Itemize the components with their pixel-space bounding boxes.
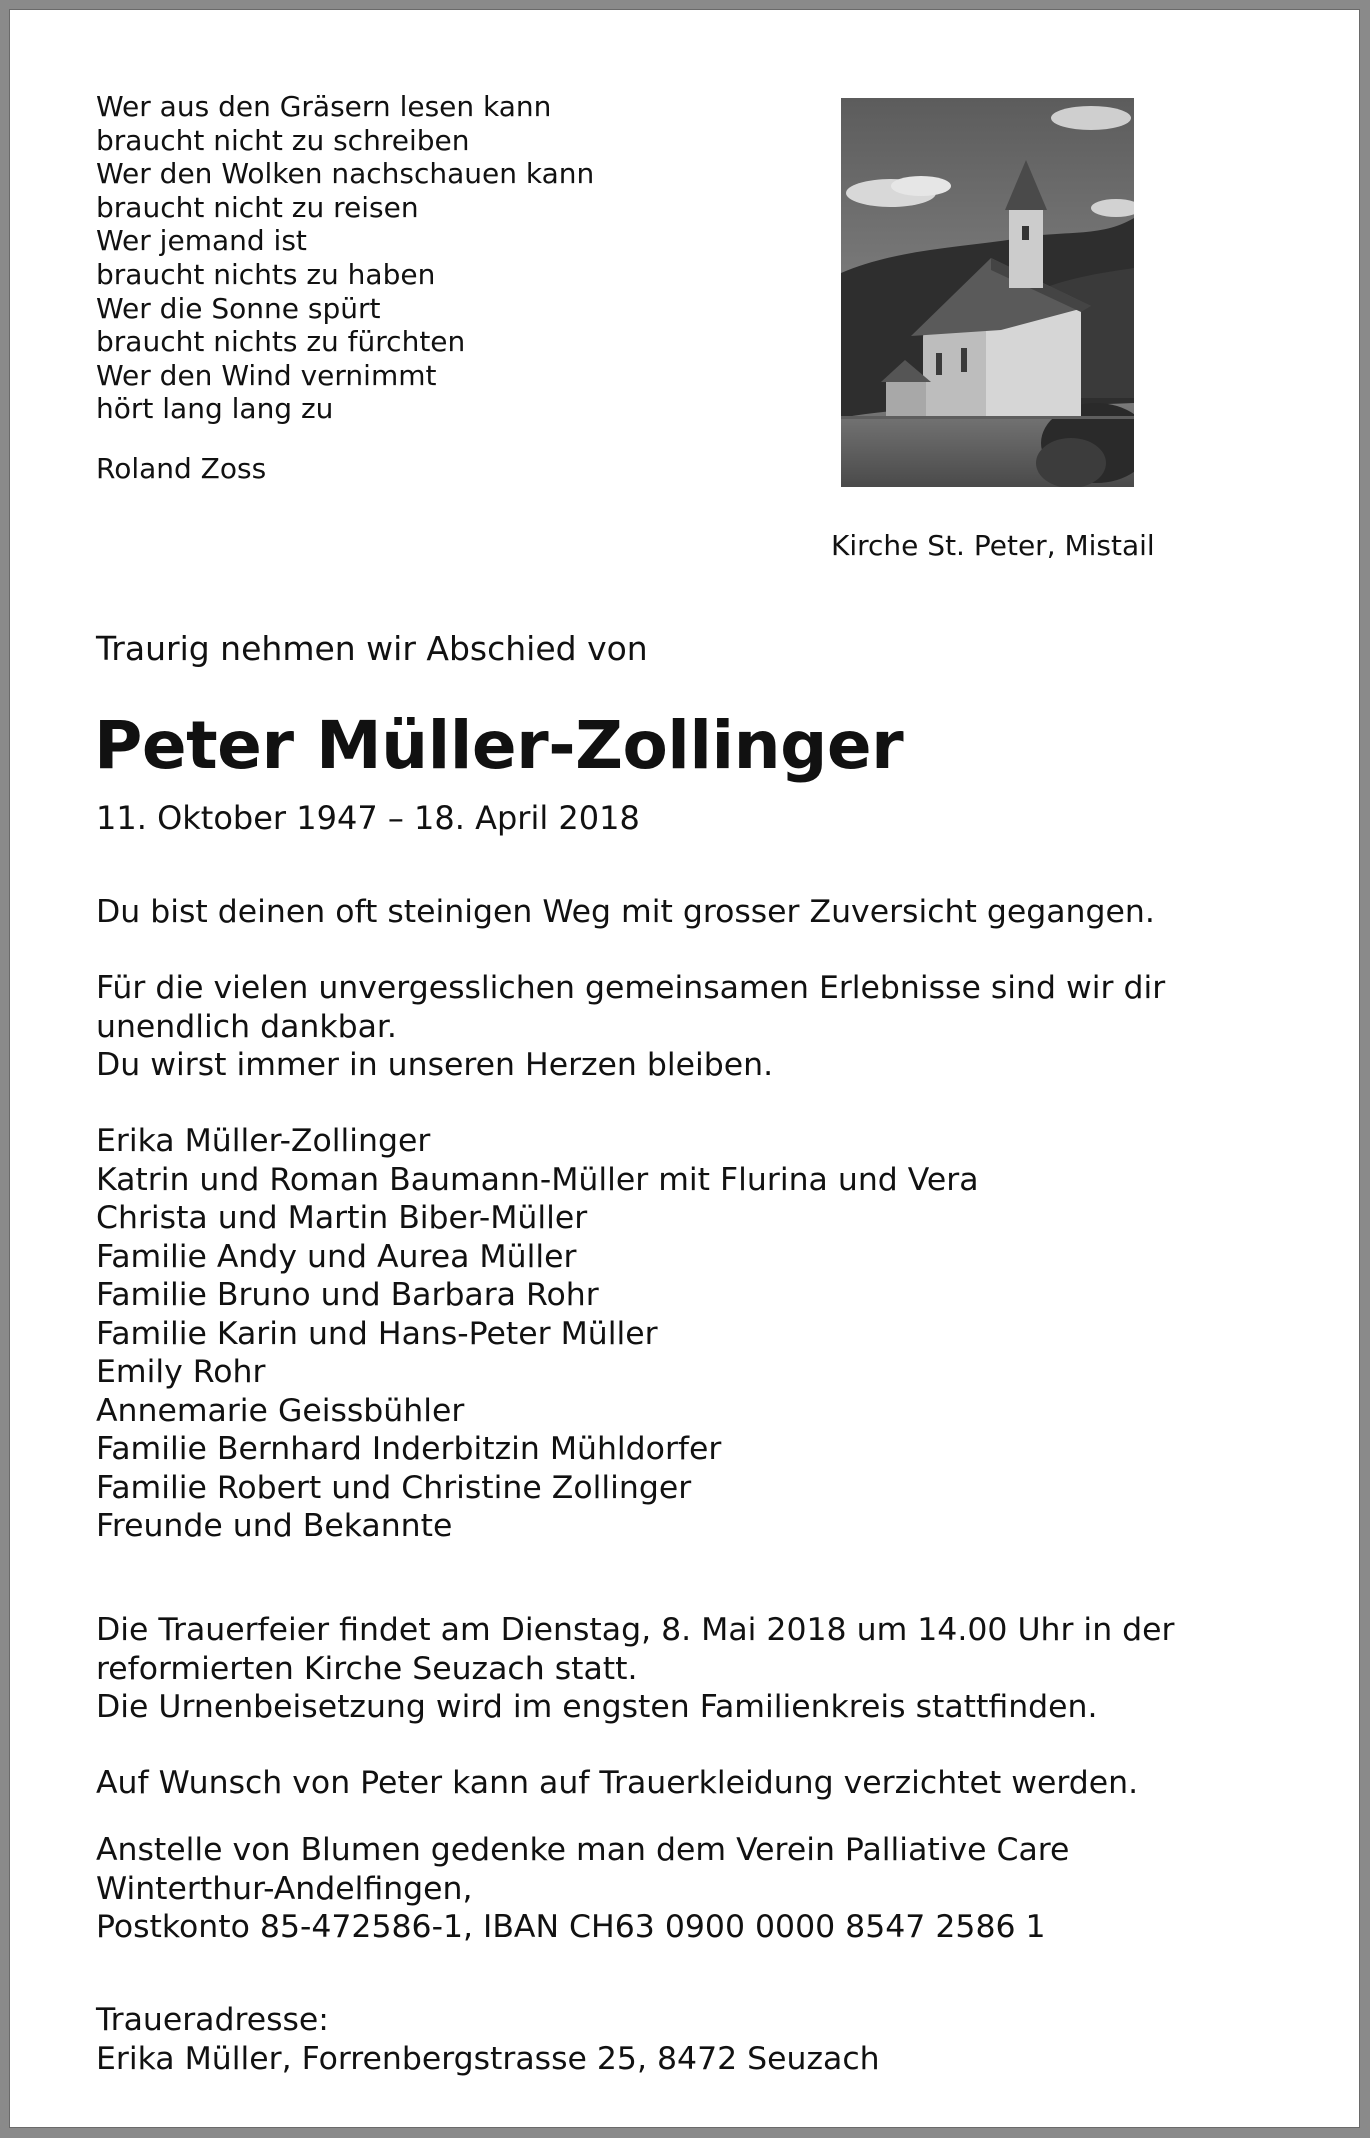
mourners-list <box>96 1122 1296 1546</box>
life-dates: 11. Oktober 1947 – 18. April 2018 <box>96 799 640 837</box>
poem-line: braucht nichts zu haben <box>96 257 436 291</box>
mourner: Christa und Martin Biber-Müller <box>96 1200 588 1236</box>
intro-text: Traurig nehmen wir Abschied von <box>96 629 648 668</box>
mourner: Emily Rohr <box>96 1354 266 1390</box>
obituary-page <box>9 9 1360 2128</box>
ceremony-info <box>96 1611 1296 1727</box>
poem-line: braucht nicht zu reisen <box>96 190 419 224</box>
text-line: Für die vielen unvergesslichen gemeinsamen Erlebnisse sind wir dir <box>96 970 1166 1006</box>
text-line: Du bist deinen oft steinigen Weg mit grosser Zuversicht gegangen. <box>96 894 1155 930</box>
poem-line: braucht nicht zu schreiben <box>96 123 470 157</box>
mourner: Familie Bernhard Inderbitzin Mühldorfer <box>96 1431 722 1467</box>
text-line: Die Trauerfeier findet am Dienstag, 8. Mai 2018 um 14.00 Uhr in der <box>96 1612 1175 1648</box>
poem-line: Wer die Sonne spürt <box>96 291 381 325</box>
tribute-paragraph-1 <box>96 893 1296 932</box>
poem <box>96 90 796 426</box>
poem-line: Wer jemand ist <box>96 224 307 258</box>
text-line: reformierten Kirche Seuzach statt. <box>96 1650 638 1687</box>
poem-line: Wer den Wind vernimmt <box>96 358 437 392</box>
text-line: Du wirst immer in unseren Herzen bleiben. <box>96 1047 774 1083</box>
poem-line: braucht nichts zu fürchten <box>96 325 466 359</box>
text-line: Die Urnenbeisetzung wird im engsten Familienkreis stattfinden. <box>96 1689 1098 1725</box>
text-line: Anstelle von Blumen gedenke man dem Verein Palliative Care <box>96 1832 1070 1868</box>
text-line: unendlich dankbar. <box>96 1008 397 1045</box>
poem-line: Wer den Wolken nachschauen kann <box>96 157 595 191</box>
text-line: Traueradresse: <box>96 2002 329 2038</box>
mourning-address <box>96 2001 1296 2078</box>
text-line: Auf Wunsch von Peter kann auf Trauerkleidung verzichtet werden. <box>96 1765 1139 1801</box>
mourner: Familie Karin und Hans-Peter Müller <box>96 1315 658 1352</box>
poem-line: hört lang lang zu <box>96 392 334 426</box>
mourner: Katrin und Roman Baumann-Müller mit Flurina und Vera <box>96 1161 979 1198</box>
church-photo-illustration <box>841 98 1134 487</box>
poem-author: Roland Zoss <box>96 452 267 485</box>
photo-caption: Kirche St. Peter, Mistail <box>831 529 1155 562</box>
clothing-note <box>96 1764 1296 1803</box>
mourner: Erika Müller-Zollinger <box>96 1123 431 1159</box>
deceased-name: Peter Müller-Zollinger <box>94 707 904 784</box>
poem-line: Wer aus den Gräsern lesen kann <box>96 90 552 123</box>
text-line: Erika Müller, Forrenbergstrasse 25, 8472 Seuzach <box>96 2040 880 2077</box>
mourner: Annemarie Geissbühler <box>96 1392 465 1429</box>
mourner: Familie Bruno und Barbara Rohr <box>96 1277 599 1313</box>
text-line: Winterthur-Andelfingen, <box>96 1870 473 1907</box>
mourner: Familie Andy und Aurea Müller <box>96 1238 577 1275</box>
church-photo <box>841 98 1134 487</box>
mourner: Familie Robert und Christine Zollinger <box>96 1469 692 1506</box>
donation-info <box>96 1831 1296 1947</box>
tribute-paragraph-2 <box>96 969 1296 1085</box>
text-line: Postkonto 85-472586-1, IBAN CH63 0900 0000 8547 2586 1 <box>96 1909 1046 1945</box>
mourner: Freunde und Bekannte <box>96 1508 453 1544</box>
